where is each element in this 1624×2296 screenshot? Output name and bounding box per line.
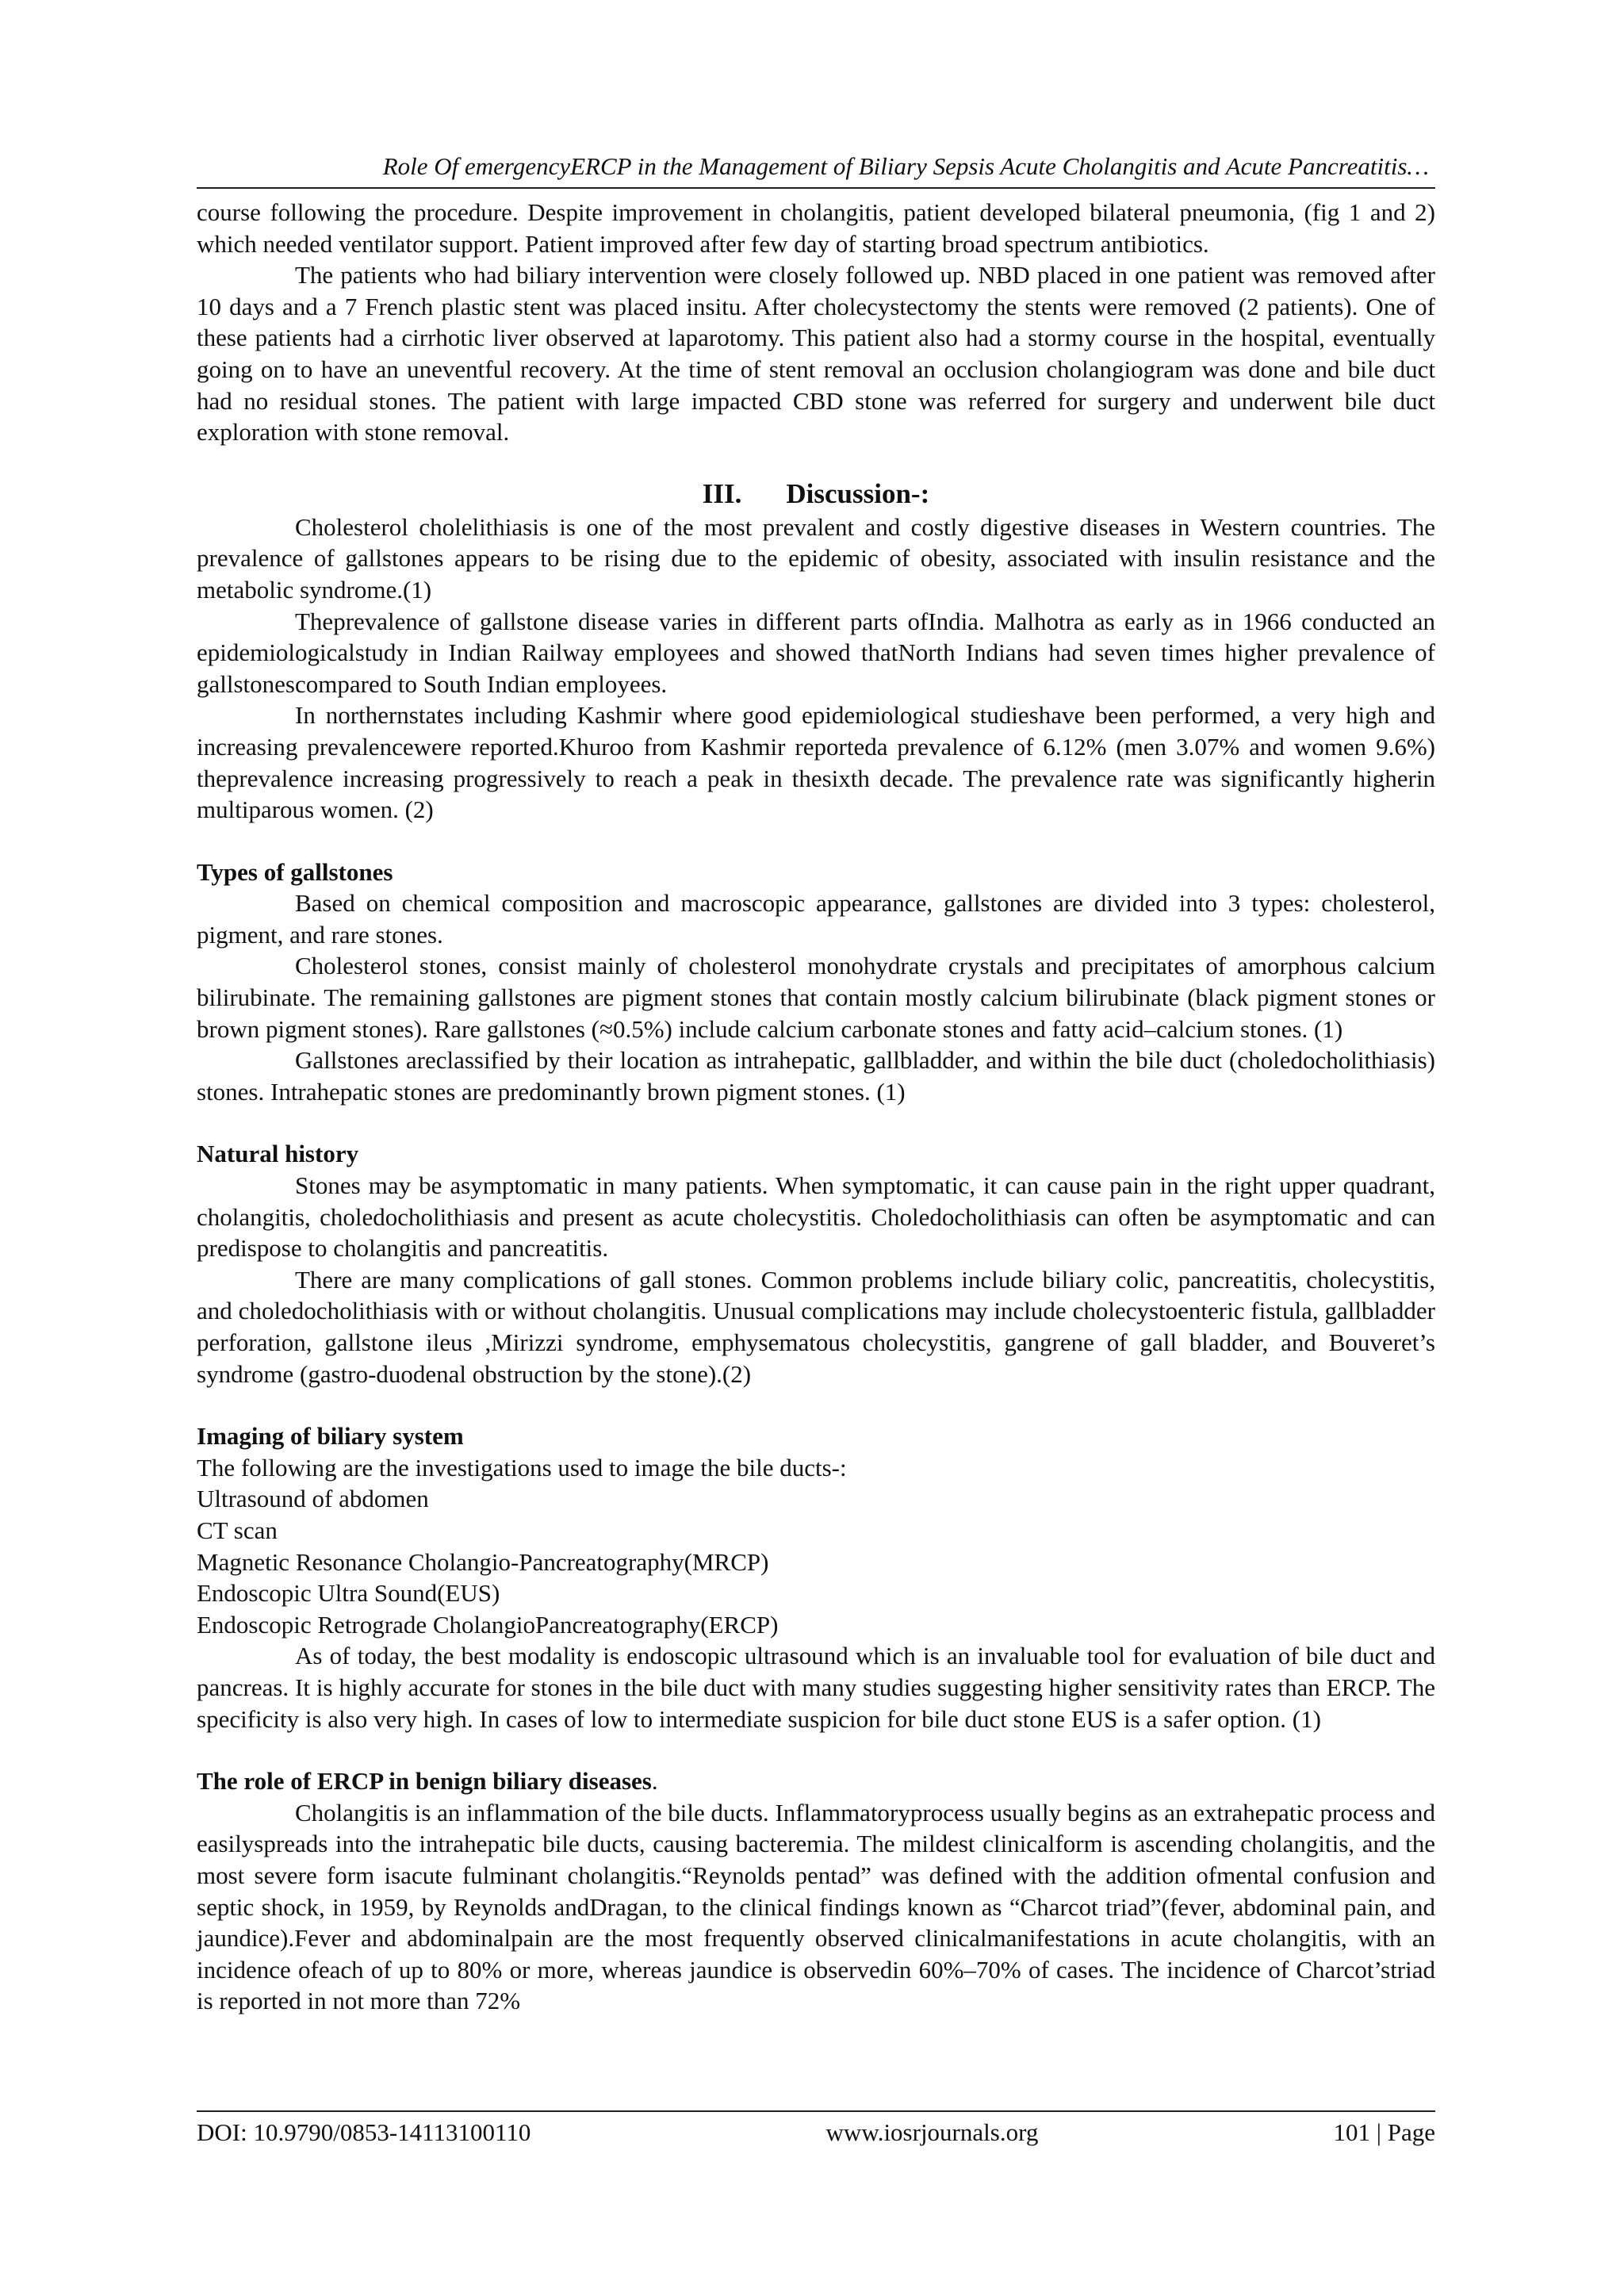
subheading-role-of-ercp (197, 1765, 1435, 1797)
section-number: III. (702, 477, 742, 509)
subheading-natural-history: Natural history (197, 1140, 359, 1168)
body-paragraph: course following the procedure. Despite improvement in cholangitis, patient developed bilateral pneumonia, (fig 1 and 2) which needed ventilator support. Patient improved after few day of starting broad spectrum antibiotics. (197, 198, 1435, 258)
body-paragraph: Cholesterol cholelithiasis is one of the most prevalent and costly digestive diseases in Western countries. The prevalence of gallstones appears to be rising due to the epidemic of obesity, associated with insulin resistance and the metabolic syndrome.(1) (197, 512, 1435, 604)
footer-page-number: 101 | Page (1333, 2118, 1435, 2146)
body-paragraph: Based on chemical composition and macroscopic appearance, gallstones are divided into 3 types: cholesterol, pigment, and rare stones. (197, 889, 1435, 949)
body-paragraph: As of today, the best modality is endoscopic ultrasound which is an invaluable tool for evaluation of bile duct and pancreas. It is highly accurate for stones in the bile duct with many studies suggesting higher sensitivity rates than ERCP. The specificity is also very high. In cases of low to intermediate suspicion for bile duct stone EUS is a safer option. (1) (197, 1642, 1435, 1733)
body-paragraph: In northernstates including Kashmir where good epidemiological studieshave been performed, a very high and increasing prevalencewere reported.Khuroo from Kashmir reporteda prevalence of 6.12% (men 3.07% and women 9.6%) theprevalence increasing progressively to reach a peak in thesixth decade. The prevalence rate was significantly higherin multiparous women. (2) (197, 701, 1435, 824)
subheading-text: The role of ERCP in benign biliary diseases (197, 1767, 652, 1796)
page-footer (197, 2110, 1435, 2148)
list-item: Endoscopic Ultra Sound(EUS) (197, 1579, 500, 1608)
body-paragraph: Gallstones areclassified by their location as intrahepatic, gallbladder, and within the bile duct (choledocholithiasis) stones. Intrahepatic stones are predominantly brown pigment stones. (1) (197, 1046, 1435, 1106)
list-item: CT scan (197, 1516, 278, 1544)
imaging-intro: The following are the investigations used to image the bile ducts-: (197, 1453, 847, 1481)
page (197, 151, 1435, 2017)
body-paragraph: Cholangitis is an inflammation of the bile ducts. Inflammatoryprocess usually begins as an extrahepatic process and easilyspreads into the intrahepatic bile ducts, causing bacteremia. The mildest clinicalform is ascending cholangitis, and the most severe form isacute fulminant cholangitis.“Reynolds pentad” was defined with the addition ofmental confusion and septic shock, in 1959, by Reynolds andDragan, to the clinical findings known as “Charcot triad”(fever, abdominal pain, and jaundice).Fever and abdominalpain are the most frequently observed clinicalmanifestations in acute cholangitis, with an incidence ofeach of up to 80% or more, whereas jaundice is observedin 60%–70% of cases. The incidence of Charcot’striad is reported in not more than 72% (197, 1798, 1435, 2015)
body-paragraph: Theprevalence of gallstone disease varies in different parts ofIndia. Malhotra as early as in 1966 conducted an epidemiologicalstudy in Indian Railway employees and showed thatNorth Indians had seven times higher prevalence of gallstonescompared to South Indian employees. (197, 607, 1435, 698)
section-heading-discussion (197, 477, 1435, 512)
body-paragraph: Stones may be asymptomatic in many patients. When symptomatic, it can cause pain in the right upper quadrant, cholangitis, choledocholithiasis and present as acute cholecystitis. Choledocholithiasis can often be asymptomatic and can predispose to cholangitis and pancreatitis. (197, 1171, 1435, 1263)
running-header: Role Of emergencyERCP in the Management of Biliary Sepsis Acute Cholangitis and Acute Pancreatitis… (197, 151, 1435, 189)
subheading-period: . (651, 1767, 658, 1796)
subheading-imaging: Imaging of biliary system (197, 1422, 464, 1451)
subheading-types-of-gallstones: Types of gallstones (197, 857, 393, 886)
body-paragraph: Cholesterol stones, consist mainly of cholesterol monohydrate crystals and precipitates of amorphous calcium bilirubinate. The remaining gallstones are pigment stones that contain mostly calcium bilirubinate (black pigment stones or brown pigment stones). Rare gallstones (≈0.5%) include calcium carbonate stones and fatty acid–calcium stones. (1) (197, 952, 1435, 1043)
footer-site: www.iosrjournals.org (825, 2118, 1039, 2146)
list-item: Endoscopic Retrograde CholangioPancreatography(ERCP) (197, 1610, 779, 1639)
section-title: Discussion-: (786, 477, 930, 509)
list-item: Magnetic Resonance Cholangio-Pancreatography(MRCP) (197, 1547, 769, 1576)
list-item: Ultrasound of abdomen (197, 1485, 429, 1513)
footer-doi: DOI: 10.9790/0853-14113100110 (197, 2118, 531, 2146)
body-paragraph: The patients who had biliary intervention were closely followed up. NBD placed in one patient was removed after 10 days and a 7 French plastic stent was placed insitu. After cholecystectomy the stents were removed (2 patients). One of these patients had a cirrhotic liver observed at laparotomy. This patient also had a stormy course in the hospital, eventually going on to have an uneventful recovery. At the time of stent removal an occlusion cholangiogram was done and bile duct had no residual stones. The patient with large impacted CBD stone was referred for surgery and underwent bile duct exploration with stone removal. (197, 261, 1435, 447)
body-paragraph: There are many complications of gall stones. Common problems include biliary colic, pancreatitis, cholecystitis, and choledocholithiasis with or without cholangitis. Unusual complications may include cholecystoenteric fistula, gallbladder perforation, gallstone ileus ,Mirizzi syndrome, emphysematous cholecystitis, gangrene of gall bladder, and Bouveret’s syndrome (gastro-duodenal obstruction by the stone).(2) (197, 1265, 1435, 1388)
article-body (197, 197, 1435, 2017)
